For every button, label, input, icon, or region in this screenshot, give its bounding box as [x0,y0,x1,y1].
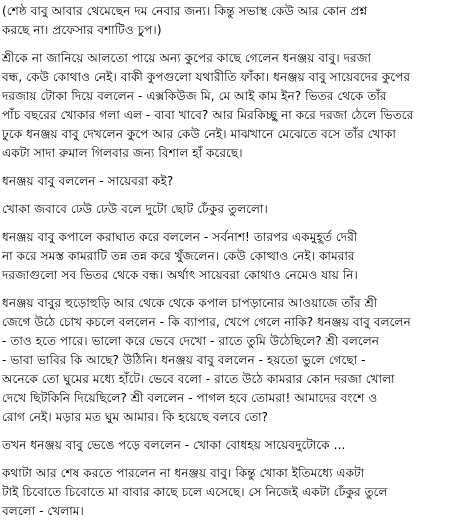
paragraph-5 [2,228,453,285]
document-page [2,2,453,518]
text-line: শ্রীকে না জানিয়ে আলতো পায়ে অন্য কুপের কাছে গেলেন ধনঞ্জয় বাবু। দরজা [2,51,372,65]
paragraph-4 [2,200,453,219]
text-line: একটা সাদা রুমাল গিলবার জন্য বিশাল হাঁ করেছে। [2,146,243,160]
text-line: বন্ধ, কেউ কোথাও নেই। বাকী কুপগুলো যথারীতি ফাঁকা। ধনঞ্জয় বাবু সায়েবদের কুপের [2,70,411,84]
text-line: বললো - খেলাম। [2,504,84,518]
text-line: ধনঞ্জয় বাবুর হুড়োহুড়ি আর থেকে থেকে কপাল চাপড়ানোর আওয়াজে তাঁর শ্রী [2,296,378,310]
paragraph-3 [2,172,453,191]
text-line: পাঁচ বছরের খোকার গলা এল - বাবা খাবে? আর মিরকিচ্ছু না করে দরজা ঠেলে ভিতরে [2,108,414,122]
text-line: ধনঞ্জয় বাবু কপালে করাঘাত করে বললেন - সর্বনাশ! তারপর একমুহূর্ত দেরী [2,230,358,244]
paragraph-6 [2,294,453,427]
paragraph-2 [2,49,453,163]
text-line: না করে সমস্ত কামরাটি তন্ন তন্ন করে খুঁজলেন। কেউ কোত্থাও নেই। কামরার [2,249,355,263]
paragraph-1 [2,2,453,40]
text-line: ধনঞ্জয় বাবু বললেন - সায়েবরা কই? [2,174,174,188]
text-line: রোগ নেই। মড়ার মত ঘুম আমার। কি হয়েছে বলবে তো? [2,410,269,424]
text-line: - তাও হতে পারে। ভালো করে ভেবে দেখো - রাতে তুমি উঠেছিলে? শ্রী বললেন [2,334,380,348]
text-line: ঢুকে ধনঞ্জয় বাবু দেখলেন কুপে আর কেউ নেই। মাঝখানে মেঝেতে বসে তাঁর খোকা [2,127,396,141]
text-line: দরজায় টোকা দিয়ে বললেন - এক্সকিউজ মি, মে আই কাম ইন? ভিতর থেকে তাঁর [2,89,387,103]
text-line: তখন ধনঞ্জয় বাবু ভেঙে পড়ে বললেন - খোকা বোধহয় সায়েবদুটোকে ... [2,438,346,452]
paragraph-8 [2,464,453,521]
paragraph-7 [2,436,453,455]
text-line: অনেকে তো ঘুমের মধ্যে হাঁটে। ভেবে বলো - রাতে উঠে কামরার কোন দরজা খোলা [2,372,395,386]
text-line: খোকা জবাবে ঢেউ ঢেউ বলে দুটো ছোট ঢেঁকুর তুললো। [2,202,268,216]
text-line: টাই চিবোতে চিবোতে মা বাবার কাছে চলে এসেছে। সে নিজেই একটা ঢেঁকুর তুলে [2,485,388,499]
text-line: করছে না। প্রফেসার বশাটিও চুপ।) [2,23,162,37]
text-line: দেখে ছিটকিনি দিয়েছিলে? শ্রী বললেন - পাগল হবে তোমরা! আমাদের বংশে ও [2,391,378,405]
text-line: - ভাবা ভাবির কি আছে? উঠিনি। ধনঞ্জয় বাবু বললেন - হয়তো ভুলে গেছো - [2,353,366,367]
text-line: জেগে উঠে চোখ কচলে বললেন - কি ব্যাপার, খেপে গেলে নাকি? ধনঞ্জয় বাবু বললেন [2,315,411,329]
text-line: কথাটা আর শেষ করতে পারলেন না ধনঞ্জয় বাবু। কিন্তু খোকা ইতিমধ্যে একটা [2,466,365,480]
text-line: দরজাগুলো সব ভিতর থেকে বন্ধ। অর্থাৎ সায়েবরা কোথাও নেমেও যায় নি। [2,268,358,282]
text-line: (শেষ্ঠ বাবু আবার থেমেছেন দম নেবার জন্য। কিন্তু সভাস্থ কেউ আর কোন প্রশ্ন [2,4,368,18]
